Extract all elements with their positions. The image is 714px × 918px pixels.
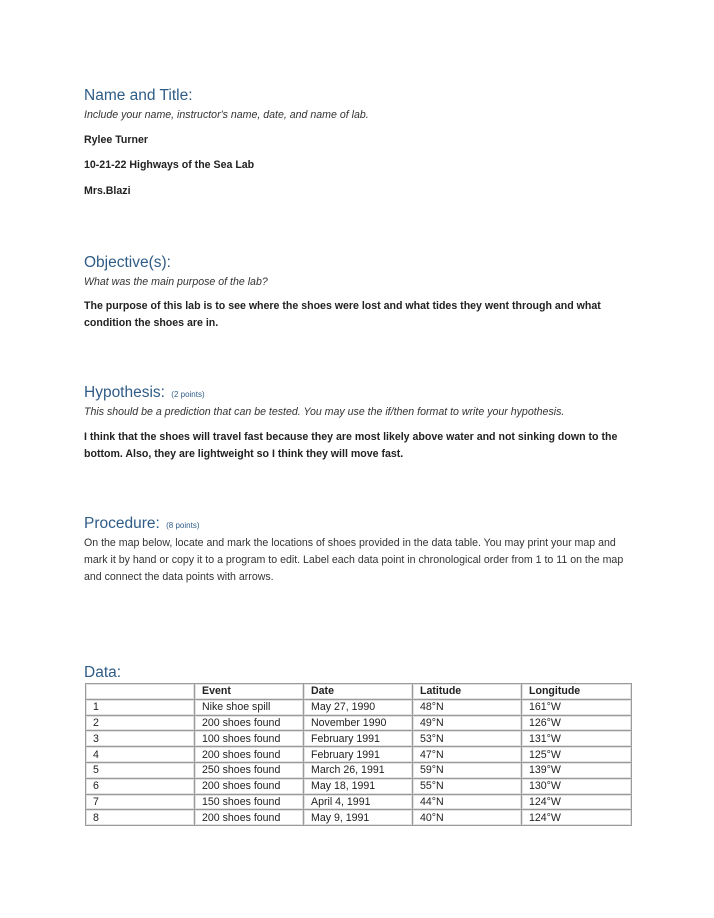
procedure-points: (8 points): [166, 521, 200, 530]
table-cell: March 26, 1991: [304, 762, 413, 778]
table-cell: 55°N: [413, 778, 522, 794]
table-cell: May 9, 1991: [304, 810, 413, 826]
table-cell: 40°N: [413, 810, 522, 826]
table-cell: 126°W: [522, 715, 632, 731]
table-header-row: [86, 684, 632, 700]
table-cell: 4: [86, 747, 195, 763]
data-table: [85, 683, 632, 826]
objective-instruction: What was the main purpose of the lab?: [84, 276, 268, 288]
table-row: [86, 747, 632, 763]
table-cell: 1: [86, 699, 195, 715]
objective-answer: The purpose of this lab is to see where the shoes were lost and what tides they went through and what condition the shoes are in.: [84, 300, 601, 329]
table-row: [86, 731, 632, 747]
column-header: [86, 684, 195, 700]
table-cell: 47°N: [413, 747, 522, 763]
table-cell: 49°N: [413, 715, 522, 731]
table-cell: May 27, 1990: [304, 699, 413, 715]
procedure-heading: [84, 515, 200, 533]
instructor-name: Mrs.Blazi: [84, 185, 131, 197]
column-header: Event: [195, 684, 304, 700]
hypothesis-title: Hypothesis:: [84, 384, 165, 401]
table-cell: Nike shoe spill: [195, 699, 304, 715]
table-cell: 150 shoes found: [195, 794, 304, 810]
data-heading: Data:: [84, 664, 122, 681]
table-cell: 8: [86, 810, 195, 826]
table-cell: 124°W: [522, 810, 632, 826]
hypothesis-points: (2 points): [171, 390, 205, 399]
column-header: Longitude: [522, 684, 632, 700]
procedure-text: On the map below, locate and mark the locations of shoes provided in the data table. You may print your map and mark it by hand or copy it to a program to edit. Label each data point in chronological order from 1 to 11 on the map and connect the data points with arrows.: [84, 537, 624, 583]
column-header: Date: [304, 684, 413, 700]
table-cell: 139°W: [522, 762, 632, 778]
table-cell: February 1991: [304, 747, 413, 763]
hypothesis-instruction: This should be a prediction that can be tested. You may use the if/then format to write your hypothesis.: [84, 406, 565, 418]
table-cell: 2: [86, 715, 195, 731]
table-cell: 125°W: [522, 747, 632, 763]
table-cell: 48°N: [413, 699, 522, 715]
student-name: Rylee Turner: [84, 134, 148, 146]
name-title-heading: Name and Title:: [84, 87, 193, 104]
table-cell: 200 shoes found: [195, 778, 304, 794]
table-cell: 200 shoes found: [195, 747, 304, 763]
hypothesis-heading: [84, 384, 205, 402]
table-row: [86, 794, 632, 810]
table-cell: 200 shoes found: [195, 810, 304, 826]
table-cell: November 1990: [304, 715, 413, 731]
lab-name: 10-21-22 Highways of the Sea Lab: [84, 159, 255, 171]
table-cell: 131°W: [522, 731, 632, 747]
table-cell: 161°W: [522, 699, 632, 715]
table-cell: 53°N: [413, 731, 522, 747]
table-cell: May 18, 1991: [304, 778, 413, 794]
table-cell: 3: [86, 731, 195, 747]
table-cell: 124°W: [522, 794, 632, 810]
table-row: [86, 778, 632, 794]
table-row: [86, 715, 632, 731]
table-cell: April 4, 1991: [304, 794, 413, 810]
table-cell: 100 shoes found: [195, 731, 304, 747]
table-cell: 6: [86, 778, 195, 794]
table-cell: February 1991: [304, 731, 413, 747]
table-cell: 250 shoes found: [195, 762, 304, 778]
table-row: [86, 699, 632, 715]
column-header: Latitude: [413, 684, 522, 700]
procedure-title: Procedure:: [84, 515, 160, 532]
hypothesis-answer: I think that the shoes will travel fast because they are most likely above water and not sinking down to the bottom. Also, they are lightweight so I think they will move fast.: [84, 431, 618, 460]
table-cell: 59°N: [413, 762, 522, 778]
table-cell: 130°W: [522, 778, 632, 794]
table-cell: 44°N: [413, 794, 522, 810]
table-cell: 200 shoes found: [195, 715, 304, 731]
table-row: [86, 762, 632, 778]
table-cell: 7: [86, 794, 195, 810]
table-row: [86, 810, 632, 826]
name-title-instruction: Include your name, instructor's name, date, and name of lab.: [84, 109, 369, 121]
objective-heading: Objective(s):: [84, 254, 171, 271]
table-cell: 5: [86, 762, 195, 778]
